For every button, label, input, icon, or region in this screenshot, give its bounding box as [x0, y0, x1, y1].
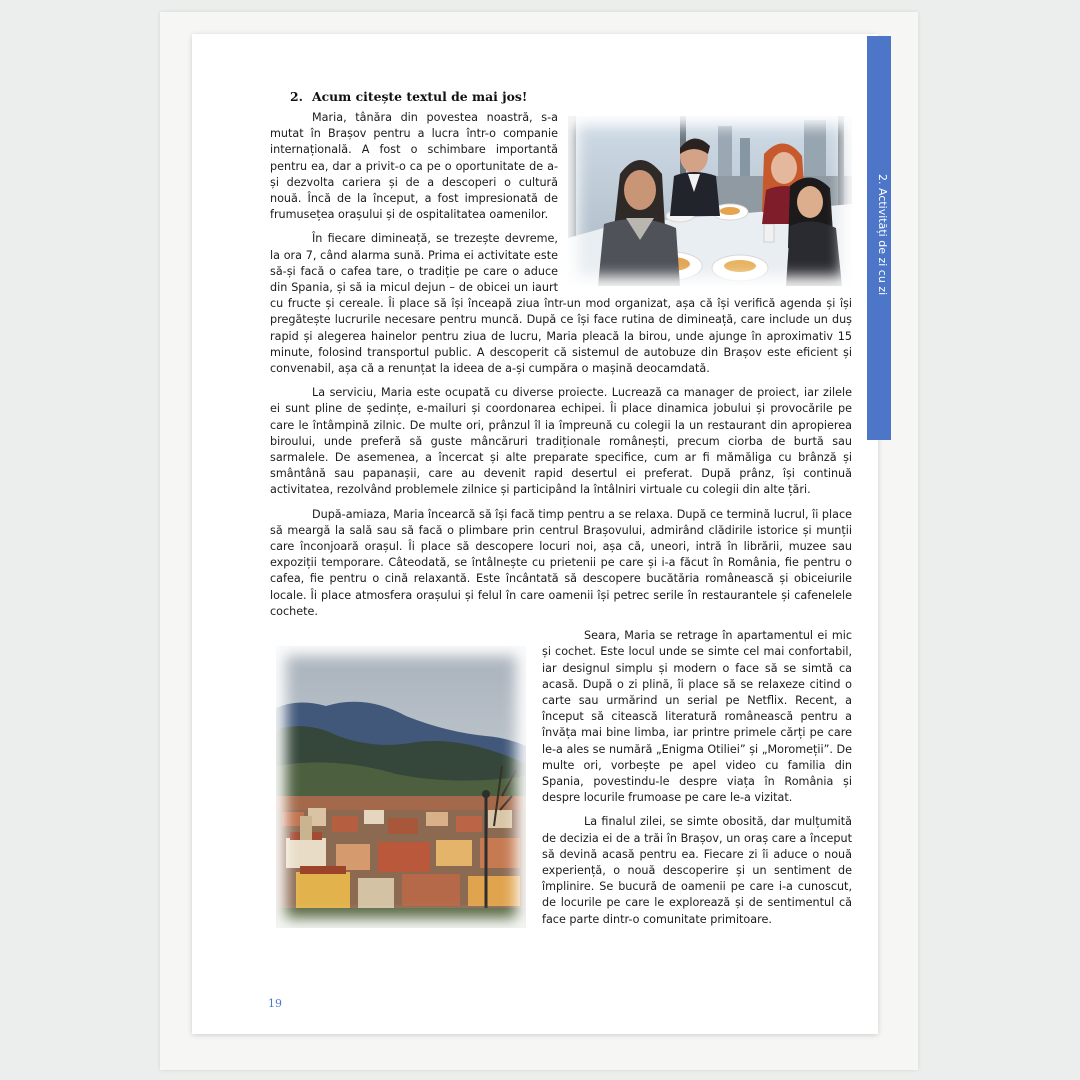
chapter-side-label: 2. Activități de zi cu zi: [876, 174, 889, 296]
exercise-heading: [290, 89, 527, 104]
exercise-number: 2.: [290, 89, 303, 104]
reading-text: [270, 110, 852, 936]
exercise-instruction: Acum citește textul de mai jos!: [312, 89, 528, 104]
paragraph-2: În fiecare dimineață, se trezește devreme, la ora 7, când alarma sună. Prima ei activitate este să-și facă o cafea tare, o tradiție pe care o aduce din Spania, și să ia micul dejun – de obicei un iaurt cu fructe și cereale. Îi place să își înceapă ziua într-un mod organizat, așa că își verifică agenda și își pregătește lucrurile necesare pentru muncă. După ce își face rutina de dimineață, care include un duș rapid și alegerea hainelor pentru ziua de lucru, Maria pleacă la birou, unde ajunge în aproximativ 15 minute, folosind transportul public. A descoperit că sistemul de autobuze din Brașov este eficient și convenabil, așa că a renunțat la ideea de a-și cumpăra o mașină deocamdată.: [270, 232, 852, 376]
page-number: 19: [268, 997, 282, 1010]
book-page: [192, 34, 889, 1034]
paragraph-3: La serviciu, Maria este ocupată cu diverse proiecte. Lucrează ca manager de proiect, iar zilele ei sunt pline de ședințe, e-mailuri și coordonarea echipei. Îi place dinamica jobului și provocările pe care le întâmpină zilnic. De multe ori, prânzul îl ia împreună cu colegii la un restaurant din apropierea biroului, unde preferă să guste mâncăruri tradiționale românești, precum ciorba de burtă sau sarmalele. De asemenea, a încercat și alte preparate specifice, cum ar fi mămăliga cu brânză și smântână sau papanașii, care au devenit rapid desertul ei preferat. După prânz, își continuă activitatea, rezolvând problemele zilnice și participând la întâlniri virtuale cu colegii din alte țări.: [270, 386, 852, 497]
colleagues-restaurant-photo: [568, 116, 852, 286]
paragraph-1: Maria, tânăra din povestea noastră, s-a mutat în Brașov pentru a lucra într-o companie internațională. A fost o schimbare importantă pentru ea, dar a privit-o ca pe o oportunitate de a-și dezvolta cariera și de a descoperi o cultură nouă. Încă de la început, a fost impresionată de frumusețea orașului și de ospitalitatea oamenilor.: [270, 111, 558, 222]
brasov-city-photo: [276, 646, 526, 928]
paragraph-4: După-amiaza, Maria încearcă să își facă timp pentru a se relaxa. După ce termină lucrul, îi place să meargă la sală sau să facă o plimbare prin centrul Brașovului, admirând clădirile istorice și munții care înconjoară orașul. Îi place să descopere locuri noi, așa că, uneori, intră în librării, muzee sau expoziții temporare. Câteodată, se întâlnește cu prietenii pe care și i-a făcut în România, fie pentru o cafea, fie pentru o cină relaxantă. Este încântată să descopere bucătăria românească și obiceiurile locale. Îi place atmosfera orașului și felul în care oamenii își petrec serile în restaurantele și cafenelele cochete.: [270, 507, 852, 618]
paragraph-5: Seara, Maria se retrage în apartamentul ei mic și cochet. Este locul unde se simte cel mai confortabil, iar designul simplu și modern o face să se simtă ca acasă. După o zi plină, îi place să se relaxeze citind o carte sau urmărind un serial pe Netflix. Recent, a început să citească literatură românească pentru a învăța mai bine limba, iar printre primele cărți pe care le-a ales se numără „Enigma Otiliei” și „Moromeții”. De multe ori, vorbește pe apel video cu familia din Spania, povestindu-le despre viața în România și despre locurile frumoase pe care le-a vizitat.: [542, 629, 852, 805]
paragraph-6: La finalul zilei, se simte obosită, dar mulțumită de decizia ei de a trăi în Brașov, un oraș care a început să devină acasă pentru ea. Fiecare zi îi aduce o nouă experiență, o nouă descoperire și un sentiment de împlinire. Se bucură de oamenii pe care i-a cunoscut, de locurile pe care le explorează și de sentimentul că face parte dintr-o comunitate primitoare.: [542, 815, 852, 926]
